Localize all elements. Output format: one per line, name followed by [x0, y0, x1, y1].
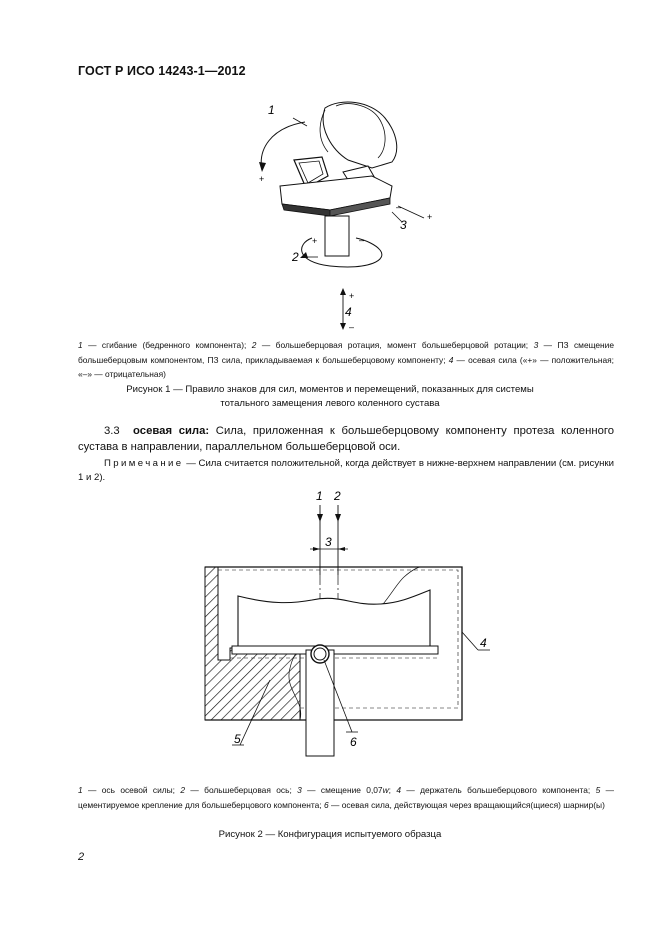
- section-number: 3.3: [104, 425, 120, 437]
- fig2-label-4: 4: [480, 636, 487, 650]
- note-text: — Сила считается положительной, когда действует в нижне-верхнем направлении (см. рисунки 1 и 2).: [78, 458, 614, 483]
- flexion-plus-sign: +: [259, 174, 265, 184]
- ap-plus-sign: +: [427, 212, 433, 222]
- figure-1-caption-line-2: тотального замещения левого коленного сустава: [220, 397, 440, 409]
- fig2-label-3: 3: [325, 535, 332, 549]
- figure-1-caption: [60, 383, 600, 410]
- figure-1-legend: 1 — сгибание (бедренного компонента); 2 — большеберцовая ротация, момент большеберцовой ротации; 3 — ПЗ смещение большеберцовым компонентом, ПЗ сила, прикладываемая к большеберцовому компоненту; 4 — осевая сила («+» — положительная; «–» — отрицательная): [78, 340, 615, 379]
- ap-minus-sign: –: [396, 202, 402, 212]
- figure-1-knee-drawing: [230, 90, 450, 340]
- axial-minus-sign: –: [349, 322, 355, 332]
- fig2-label-5: 5: [234, 732, 241, 746]
- section-term: осевая сила:: [133, 425, 210, 437]
- fig1-label-3: 3: [400, 218, 407, 232]
- figure-1-caption-line-1: Рисунок 1 — Правило знаков для сил, моментов и перемещений, показанных для системы: [126, 384, 534, 395]
- page-number: 2: [78, 851, 85, 863]
- figure-2-test-specimen-drawing: [195, 485, 495, 760]
- note-label: Примечание: [104, 458, 184, 469]
- section-definition: Сила, приложенная к большеберцовому компоненту протеза коленного сустава в направлении, параллельном большеберцовой оси.: [78, 425, 615, 453]
- rotation-plus-sign: +: [312, 236, 318, 246]
- fig2-label-1: 1: [316, 489, 323, 503]
- fig2-label-6: 6: [350, 735, 357, 749]
- figure-2-caption: Рисунок 2 — Конфигурация испытуемого образца: [218, 829, 442, 840]
- fig2-label-2: 2: [334, 489, 341, 503]
- figure-2-legend: 1 — ось осевой силы; 2 — большеберцовая ось; 3 — смещение 0,07w; 4 — держатель большеберцового компонента; 5 — цементируемое крепление для большеберцового компонента; 6 — осевая сила, действующая через вращающийся(щиеся) шарнир(ы): [78, 785, 615, 810]
- document-header: ГОСТ Р ИСО 14243-1—2012: [78, 64, 246, 78]
- axial-plus-sign: +: [349, 291, 355, 301]
- rotation-minus-sign: –: [359, 235, 365, 245]
- fig1-label-2: 2: [292, 250, 299, 264]
- section-3-3: [78, 423, 614, 455]
- note: [78, 457, 614, 485]
- fig1-label-4: 4: [345, 305, 352, 319]
- fig1-label-1: 1: [268, 103, 275, 117]
